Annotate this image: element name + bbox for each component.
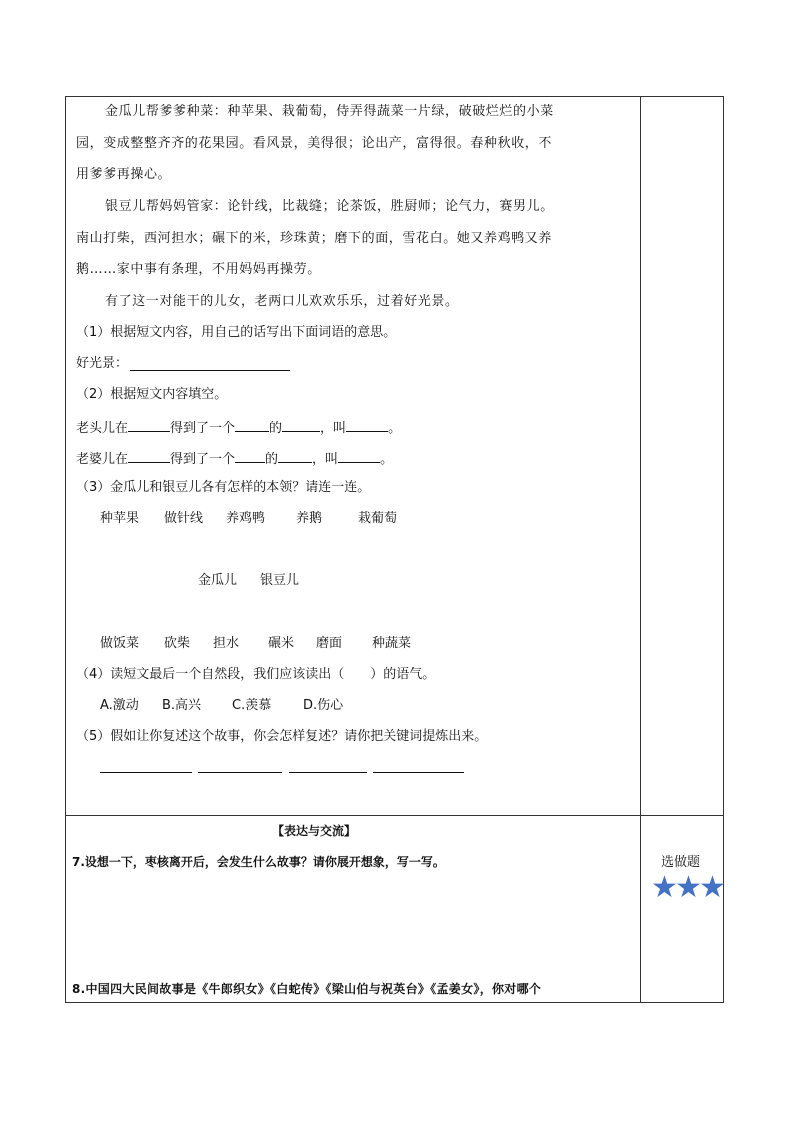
option-d[interactable]: D.伤心	[303, 698, 344, 713]
fill-text: ，叫	[312, 452, 339, 467]
question-4: （4）读短文最后一个自然段，我们应该读出（ ）的语气。	[76, 667, 436, 682]
option-b[interactable]: B.高兴	[162, 698, 202, 713]
story-p1-line3: 用爹爹再操心。	[76, 167, 172, 182]
skill-item[interactable]: 担水	[213, 636, 240, 651]
skill-item[interactable]: 做针线	[164, 511, 204, 526]
fill-text: 。	[380, 452, 394, 467]
fill-blank[interactable]	[346, 418, 388, 432]
skill-item[interactable]: 种蔬菜	[372, 636, 412, 651]
keyword-line[interactable]	[100, 772, 192, 773]
story-p2-line2: 南山打柴，西河担水；碾下的米，珍珠黄；磨下的面，雪花白。她又养鸡鸭又养	[76, 231, 553, 246]
question-1: （1）根据短文内容，用自己的话写出下面词语的意思。	[76, 325, 397, 340]
fill-text: 的	[265, 452, 279, 467]
star-icon: ★	[699, 870, 726, 905]
fill-text: ，叫	[320, 421, 347, 436]
skill-item[interactable]: 养鸡鸭	[226, 511, 266, 526]
question-2-line2	[76, 449, 393, 468]
skill-item[interactable]: 砍柴	[164, 636, 191, 651]
star-icon: ★	[675, 870, 702, 905]
skill-item[interactable]: 做饭菜	[100, 636, 140, 651]
question-2-line1	[76, 418, 401, 437]
option-a[interactable]: A.激动	[100, 698, 139, 713]
character-jingua[interactable]: 金瓜儿	[198, 573, 238, 588]
fill-blank[interactable]	[128, 418, 170, 432]
keyword-line[interactable]	[289, 772, 367, 773]
fill-text: 的	[269, 421, 283, 436]
question-2: （2）根据短文内容填空。	[76, 387, 228, 402]
column-divider	[640, 97, 641, 1002]
fill-blank[interactable]	[235, 418, 269, 432]
section-heading: 【表达与交流】	[272, 824, 357, 838]
keyword-line[interactable]	[198, 772, 282, 773]
story-p2-line3: 鹅……家中事有条理，不用妈妈再操劳。	[76, 262, 321, 277]
answer-line-1[interactable]	[130, 370, 290, 371]
option-c[interactable]: C.羡慕	[232, 698, 272, 713]
star-icon: ★	[651, 870, 678, 905]
skill-item[interactable]: 磨面	[316, 636, 343, 651]
character-yindou[interactable]: 银豆儿	[260, 573, 300, 588]
keyword-line[interactable]	[373, 772, 464, 773]
story-p1-line1: 金瓜儿帮爹爹种菜：种苹果、栽葡萄，侍弄得蔬菜一片绿，破破烂烂的小菜	[105, 104, 554, 119]
fill-blank[interactable]	[338, 449, 380, 463]
fill-blank[interactable]	[128, 449, 170, 463]
story-p3-line1: 有了这一对能干的儿女，老两口儿欢欢乐乐，过着好光景。	[105, 294, 459, 309]
question-1-label: 好光景：	[76, 356, 129, 371]
question-3: （3）金瓜儿和银豆儿各有怎样的本领？请连一连。	[76, 480, 371, 495]
skill-item[interactable]: 养鹅	[296, 511, 323, 526]
fill-text: 。	[388, 421, 402, 436]
skill-item[interactable]: 种苹果	[100, 511, 140, 526]
fill-text: 得到了一个	[170, 421, 236, 436]
fill-text: 老头儿在	[76, 421, 129, 436]
story-p1-line2: 园，变成整整齐齐的花果园。看风景，美得很；论出产，富得很。春种秋收，不	[76, 136, 553, 151]
fill-blank[interactable]	[282, 418, 320, 432]
fill-text: 老婆儿在	[76, 452, 129, 467]
question-8: 8.中国四大民间故事是《牛郎织女》《白蛇传》《梁山伯与祝英台》《孟姜女》，你对哪个	[72, 982, 542, 996]
fill-blank[interactable]	[235, 449, 265, 463]
skill-item[interactable]: 栽葡萄	[358, 511, 398, 526]
row-divider	[66, 815, 723, 816]
question-7: 7.设想一下，枣核离开后，会发生什么故事？请你展开想象，写一写。	[72, 855, 445, 869]
fill-text: 得到了一个	[170, 452, 236, 467]
question-5: （5）假如让你复述这个故事，你会怎样复述？请你把关键词提炼出来。	[76, 729, 488, 744]
skill-item[interactable]: 碾米	[268, 636, 295, 651]
story-p2-line1: 银豆儿帮妈妈管家：论针线，比裁缝；论茶饭，胜厨师；论气力，赛男儿。	[105, 199, 554, 214]
fill-blank[interactable]	[278, 449, 312, 463]
optional-label: 选做题	[661, 855, 701, 870]
